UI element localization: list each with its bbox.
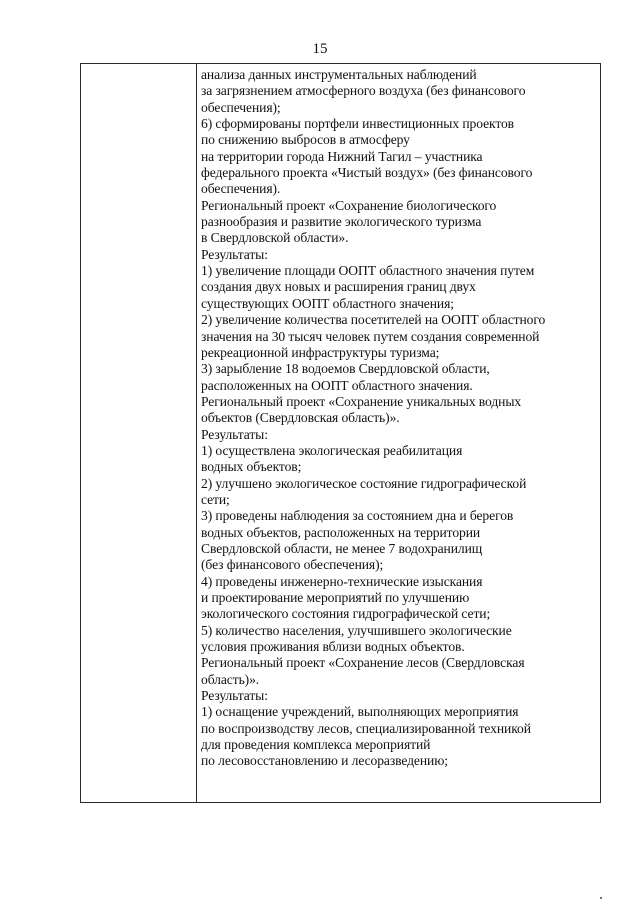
page-number: 15 [312,41,328,57]
text-line: Результаты: [201,688,268,704]
text-line: обеспечения). [201,181,281,197]
text-line: за загрязнением атмосферного воздуха (без финансового [201,83,526,99]
table-left-column [81,64,196,802]
text-line: и проектирование мероприятий по улучшению [201,590,470,605]
text-line: Региональный проект «Сохранение уникальных водных [201,393,522,409]
text-line: 1) осуществлена экологическая реабилитация [201,442,463,458]
text-line: по воспроизводству лесов, специализированной техникой [201,720,531,736]
text-line: 3) проведены наблюдения за состоянием дна и берегов [201,508,514,524]
text-line: анализа данных инструментальных наблюдений [201,67,477,82]
text-line: Региональный проект «Сохранение лесов (Свердловская [201,655,525,671]
text-line: значения на 30 тысяч человек путем создания современной [201,328,540,344]
text-line: Результаты: [201,426,268,442]
text-line: объектов (Свердловская область)». [201,410,400,426]
text-line: 5) количество населения, улучшившего экологические [201,622,512,638]
text-line: 2) улучшено экологическое состояние гидрографической [201,475,527,491]
text-line: область)». [201,671,260,687]
text-line: водных объектов; [201,459,302,475]
text-line: 4) проведены инженерно-технические изыскания [201,573,483,589]
text-line: Результаты: [201,246,268,262]
scan-dot [600,897,602,899]
text-line: рекреационной инфраструктуры туризма; [201,344,440,360]
text-line: Свердловской области, не менее 7 водохранилищ [201,540,483,556]
text-line: обеспечения); [201,99,281,115]
content-table [80,63,601,803]
text-line: Региональный проект «Сохранение биологического [201,197,497,213]
table-right-column [201,67,597,801]
text-line: по лесовосстановлению и лесоразведению; [201,753,448,769]
text-line: 6) сформированы портфели инвестиционных проектов [201,116,515,132]
text-line: расположенных на ООПТ областного значения. [201,377,473,393]
text-line: сети; [201,491,230,507]
text-line: по снижению выбросов в атмосферу [201,132,410,148]
text-line: 1) оснащение учреждений, выполняющих мероприятия [201,704,519,720]
text-line: водных объектов, расположенных на территории [201,524,481,540]
text-line: создания двух новых и расширения границ двух [201,279,476,295]
text-line: федерального проекта «Чистый воздух» (без финансового [201,165,533,181]
text-line: условия проживания вблизи водных объектов. [201,639,465,655]
text-line: 3) зарыбление 18 водоемов Свердловской области, [201,361,490,377]
text-line: для проведения комплекса мероприятий [201,737,431,753]
text-line: экологического состояния гидрографической сети; [201,606,491,622]
text-line: 1) увеличение площади ООПТ областного значения путем [201,263,535,279]
text-line: 2) увеличение количества посетителей на ООПТ областного [201,312,546,328]
text-line: (без финансового обеспечения); [201,557,384,573]
column-divider [196,64,197,802]
text-line: на территории города Нижний Тагил – участника [201,148,483,164]
text-line: в Свердловской области». [201,230,349,246]
text-line: существующих ООПТ областного значения; [201,295,454,311]
text-line: разнообразия и развитие экологического туризма [201,214,482,230]
